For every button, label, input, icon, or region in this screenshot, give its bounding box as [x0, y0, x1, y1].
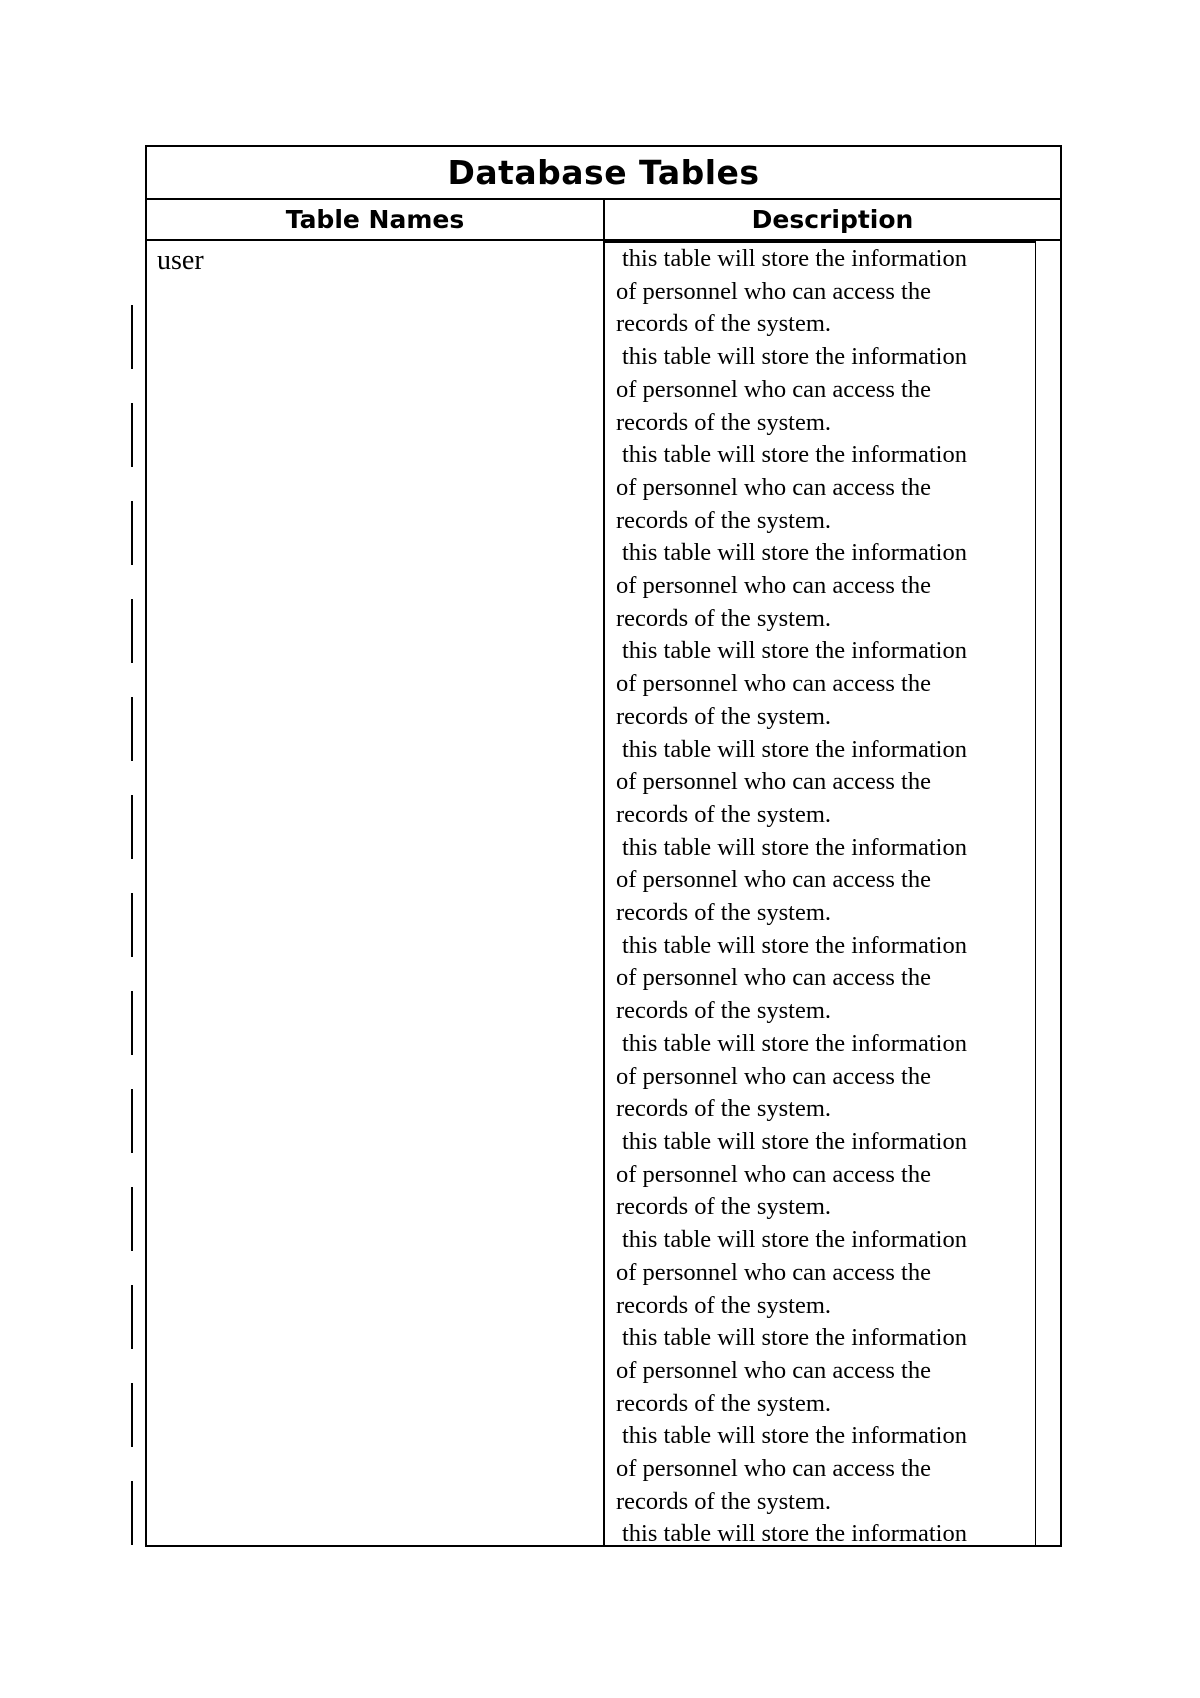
table-title: Database Tables: [147, 147, 1060, 200]
description-line: this table will store the information: [622, 1520, 967, 1543]
description-line: of personnel who can access the: [616, 375, 931, 403]
description-line: this table will store the information: [622, 931, 967, 959]
description-line: this table will store the information: [622, 539, 967, 567]
description-line: records of the system.: [616, 702, 831, 730]
description-line: of personnel who can access the: [616, 1160, 931, 1188]
description-line: records of the system.: [616, 506, 831, 534]
description-line: records of the system.: [616, 310, 831, 338]
description-line: records of the system.: [616, 800, 831, 828]
column-header-description: Description: [751, 205, 914, 234]
margin-change-bar: [131, 305, 133, 369]
description-line: this table will store the information: [622, 833, 967, 861]
margin-change-bar: [131, 403, 133, 467]
column-header-table-names: Table Names: [147, 200, 605, 239]
description-line: records of the system.: [616, 1193, 831, 1221]
description-line: of personnel who can access the: [616, 277, 931, 305]
description-line: this table will store the information: [622, 343, 967, 371]
margin-change-bar: [131, 697, 133, 761]
description-line: records of the system.: [616, 1291, 831, 1319]
column-divider: [603, 241, 605, 1545]
description-line: of personnel who can access the: [616, 768, 931, 796]
description-line: this table will store the information: [622, 1226, 967, 1254]
description-line: this table will store the information: [622, 441, 967, 469]
description-line: of personnel who can access the: [616, 964, 931, 992]
description-line: of personnel who can access the: [616, 1455, 931, 1483]
margin-change-bar: [131, 1383, 133, 1447]
margin-change-bar: [131, 893, 133, 957]
database-tables-table: [145, 145, 1062, 1547]
description-line: this table will store the information: [622, 637, 967, 665]
description-line: this table will store the information: [622, 1029, 967, 1057]
table-header-row: [147, 200, 1060, 241]
margin-change-bar: [131, 501, 133, 565]
description-line: this table will store the information: [622, 245, 967, 272]
margin-change-bar: [131, 991, 133, 1055]
description-line: this table will store the information: [622, 1324, 967, 1352]
margin-change-bar: [131, 599, 133, 663]
description-cell: [616, 243, 1036, 1543]
description-line: records of the system.: [616, 1487, 831, 1515]
margin-change-bar: [131, 1285, 133, 1349]
description-line: of personnel who can access the: [616, 670, 931, 698]
margin-change-bar: [131, 1481, 133, 1545]
table-name-cell: user: [157, 245, 204, 276]
description-line: of personnel who can access the: [616, 1258, 931, 1286]
description-line: records of the system.: [616, 1389, 831, 1417]
description-line: records of the system.: [616, 997, 831, 1025]
description-line: records of the system.: [616, 899, 831, 927]
description-line: of personnel who can access the: [616, 572, 931, 600]
margin-change-bar: [131, 1187, 133, 1251]
description-line: this table will store the information: [622, 1127, 967, 1155]
margin-change-bar: [131, 795, 133, 859]
description-line: this table will store the information: [622, 735, 967, 763]
description-line: of personnel who can access the: [616, 1356, 931, 1384]
description-line: of personnel who can access the: [616, 473, 931, 501]
margin-change-bar: [131, 1089, 133, 1153]
description-line: records of the system.: [616, 1095, 831, 1123]
description-line: of personnel who can access the: [616, 866, 931, 894]
description-line: this table will store the information: [622, 1422, 967, 1450]
description-line: records of the system.: [616, 604, 831, 632]
description-line: records of the system.: [616, 408, 831, 436]
description-line: of personnel who can access the: [616, 1062, 931, 1090]
